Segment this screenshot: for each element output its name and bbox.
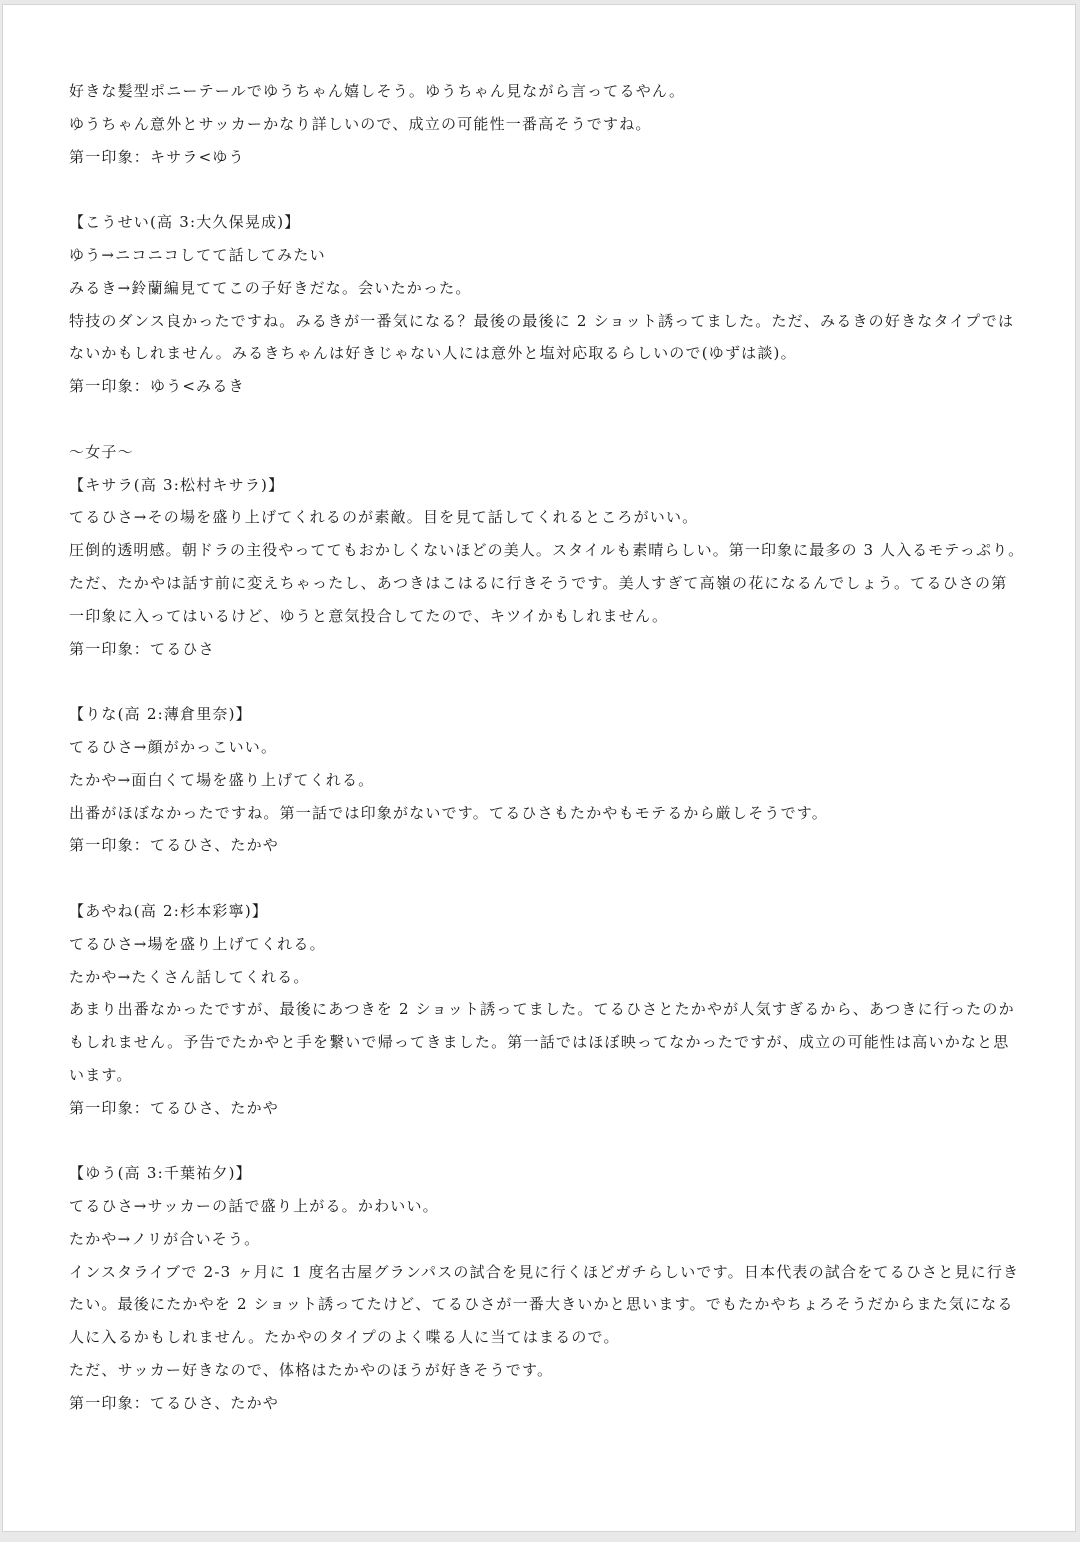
paragraph-line: います。 <box>69 1065 133 1084</box>
paragraph-line: てるひさ→その場を盛り上げてくれるのが素敵。目を見て話してくれるところがいい。 <box>69 508 699 527</box>
paragraph-line: みるき→鈴蘭編見ててこの子好きだな。会いたかった。 <box>69 278 472 297</box>
document-page <box>2 4 1076 1532</box>
paragraph-line: あまり出番なかったですが、最後にあつきを 2 ショット誘ってました。てるひさとたかやが人気すぎるから、あつきに行ったのか <box>69 1000 1015 1019</box>
paragraph-line: てるひさ→顔がかっこいい。 <box>69 737 278 756</box>
document-body <box>69 75 1025 1420</box>
paragraph-line: 出番がほぼなかったですね。第一話では印象がないです。てるひさもたかやもモテるから厳しそうです。 <box>69 803 829 822</box>
spacer <box>69 403 1025 436</box>
paragraph-line: 圧倒的透明感。朝ドラの主役やっててもおかしくないほどの美人。スタイルも素晴らしい。第一印象に最多の 3 人入るモテっぷり。 <box>69 541 1025 560</box>
paragraph-line: ただ、サッカー好きなので、体格はたかやのほうが好きそうです。 <box>69 1361 554 1380</box>
paragraph-line: てるひさ→場を盛り上げてくれる。 <box>69 934 326 953</box>
section-header-yuu: 【ゆう(高 3:千葉祐夕)】 <box>69 1164 252 1183</box>
first-impression-line: 第一印象：ゆう<みるき <box>69 377 245 396</box>
paragraph-line: ゆうちゃん意外とサッカーかなり詳しいので、成立の可能性一番高そうですね。 <box>69 114 652 133</box>
girls-section-label: 〜女子〜 <box>69 442 134 461</box>
section-header-ayane: 【あやね(高 2:杉本彩寧)】 <box>69 901 269 920</box>
paragraph-line: たかや→たくさん話してくれる。 <box>69 967 310 986</box>
spacer <box>69 862 1025 895</box>
paragraph-line: てるひさ→サッカーの話で盛り上がる。かわいい。 <box>69 1197 439 1216</box>
first-impression-line: 第一印象：てるひさ <box>69 639 215 658</box>
paragraph-line: たかや→面白くて場を盛り上げてくれる。 <box>69 770 375 789</box>
paragraph-line: 一印象に入ってはいるけど、ゆうと意気投合してたので、キツイかもしれません。 <box>69 606 669 625</box>
paragraph-line: ゆう→ニコニコしてて話してみたい <box>69 245 326 264</box>
section-header-kisara: 【キサラ(高 3:松村キサラ)】 <box>69 475 285 494</box>
spacer <box>69 173 1025 206</box>
paragraph-line: インスタライブで 2-3 ヶ月に 1 度名古屋グランパスの試合を見に行くほどガチらしいです。日本代表の試合をてるひさと見に行き <box>69 1262 1020 1281</box>
section-header-kosei: 【こうせい(高 3:大久保晃成)】 <box>69 213 301 232</box>
first-impression-line: 第一印象：キサラ<ゆう <box>69 147 245 166</box>
paragraph-line: たい。最後にたかやを 2 ショット誘ってたけど、てるひさが一番大きいかと思います。でもたかやちょろそうだからまた気になる <box>69 1295 1014 1314</box>
spacer <box>69 1125 1025 1158</box>
paragraph-line: ないかもしれません。みるきちゃんは好きじゃない人には意外と塩対応取るらしいので(ゆずは談)。 <box>69 344 797 363</box>
spacer <box>69 665 1025 698</box>
first-impression-line: 第一印象：てるひさ、たかや <box>69 836 280 855</box>
paragraph-line: もしれません。予告でたかやと手を繋いで帰ってきました。第一話ではほぼ映ってなかったですが、成立の可能性は高いかなと思 <box>69 1033 1010 1052</box>
section-header-rina: 【りな(高 2:薄倉里奈)】 <box>69 705 252 724</box>
paragraph-line: 好きな髪型ポニーテールでゆうちゃん嬉しそう。ゆうちゃん見ながら言ってるやん。 <box>69 82 686 100</box>
paragraph-line: ただ、たかやは話す前に変えちゃったし、あつきはこはるに行きそうです。美人すぎて高嶺の花になるんでしょう。てるひさの第 <box>69 573 1008 592</box>
first-impression-line: 第一印象：てるひさ、たかや <box>69 1098 280 1117</box>
paragraph-line: 特技のダンス良かったですね。みるきが一番気になる？最後の最後に 2 ショット誘ってました。ただ、みるきの好きなタイプでは <box>69 311 1015 330</box>
first-impression-line: 第一印象：てるひさ、たかや <box>69 1393 280 1412</box>
paragraph-line: 人に入るかもしれません。たかやのタイプのよく喋る人に当てはまるので。 <box>69 1328 620 1347</box>
paragraph-line: たかや→ノリが合いそう。 <box>69 1229 261 1248</box>
